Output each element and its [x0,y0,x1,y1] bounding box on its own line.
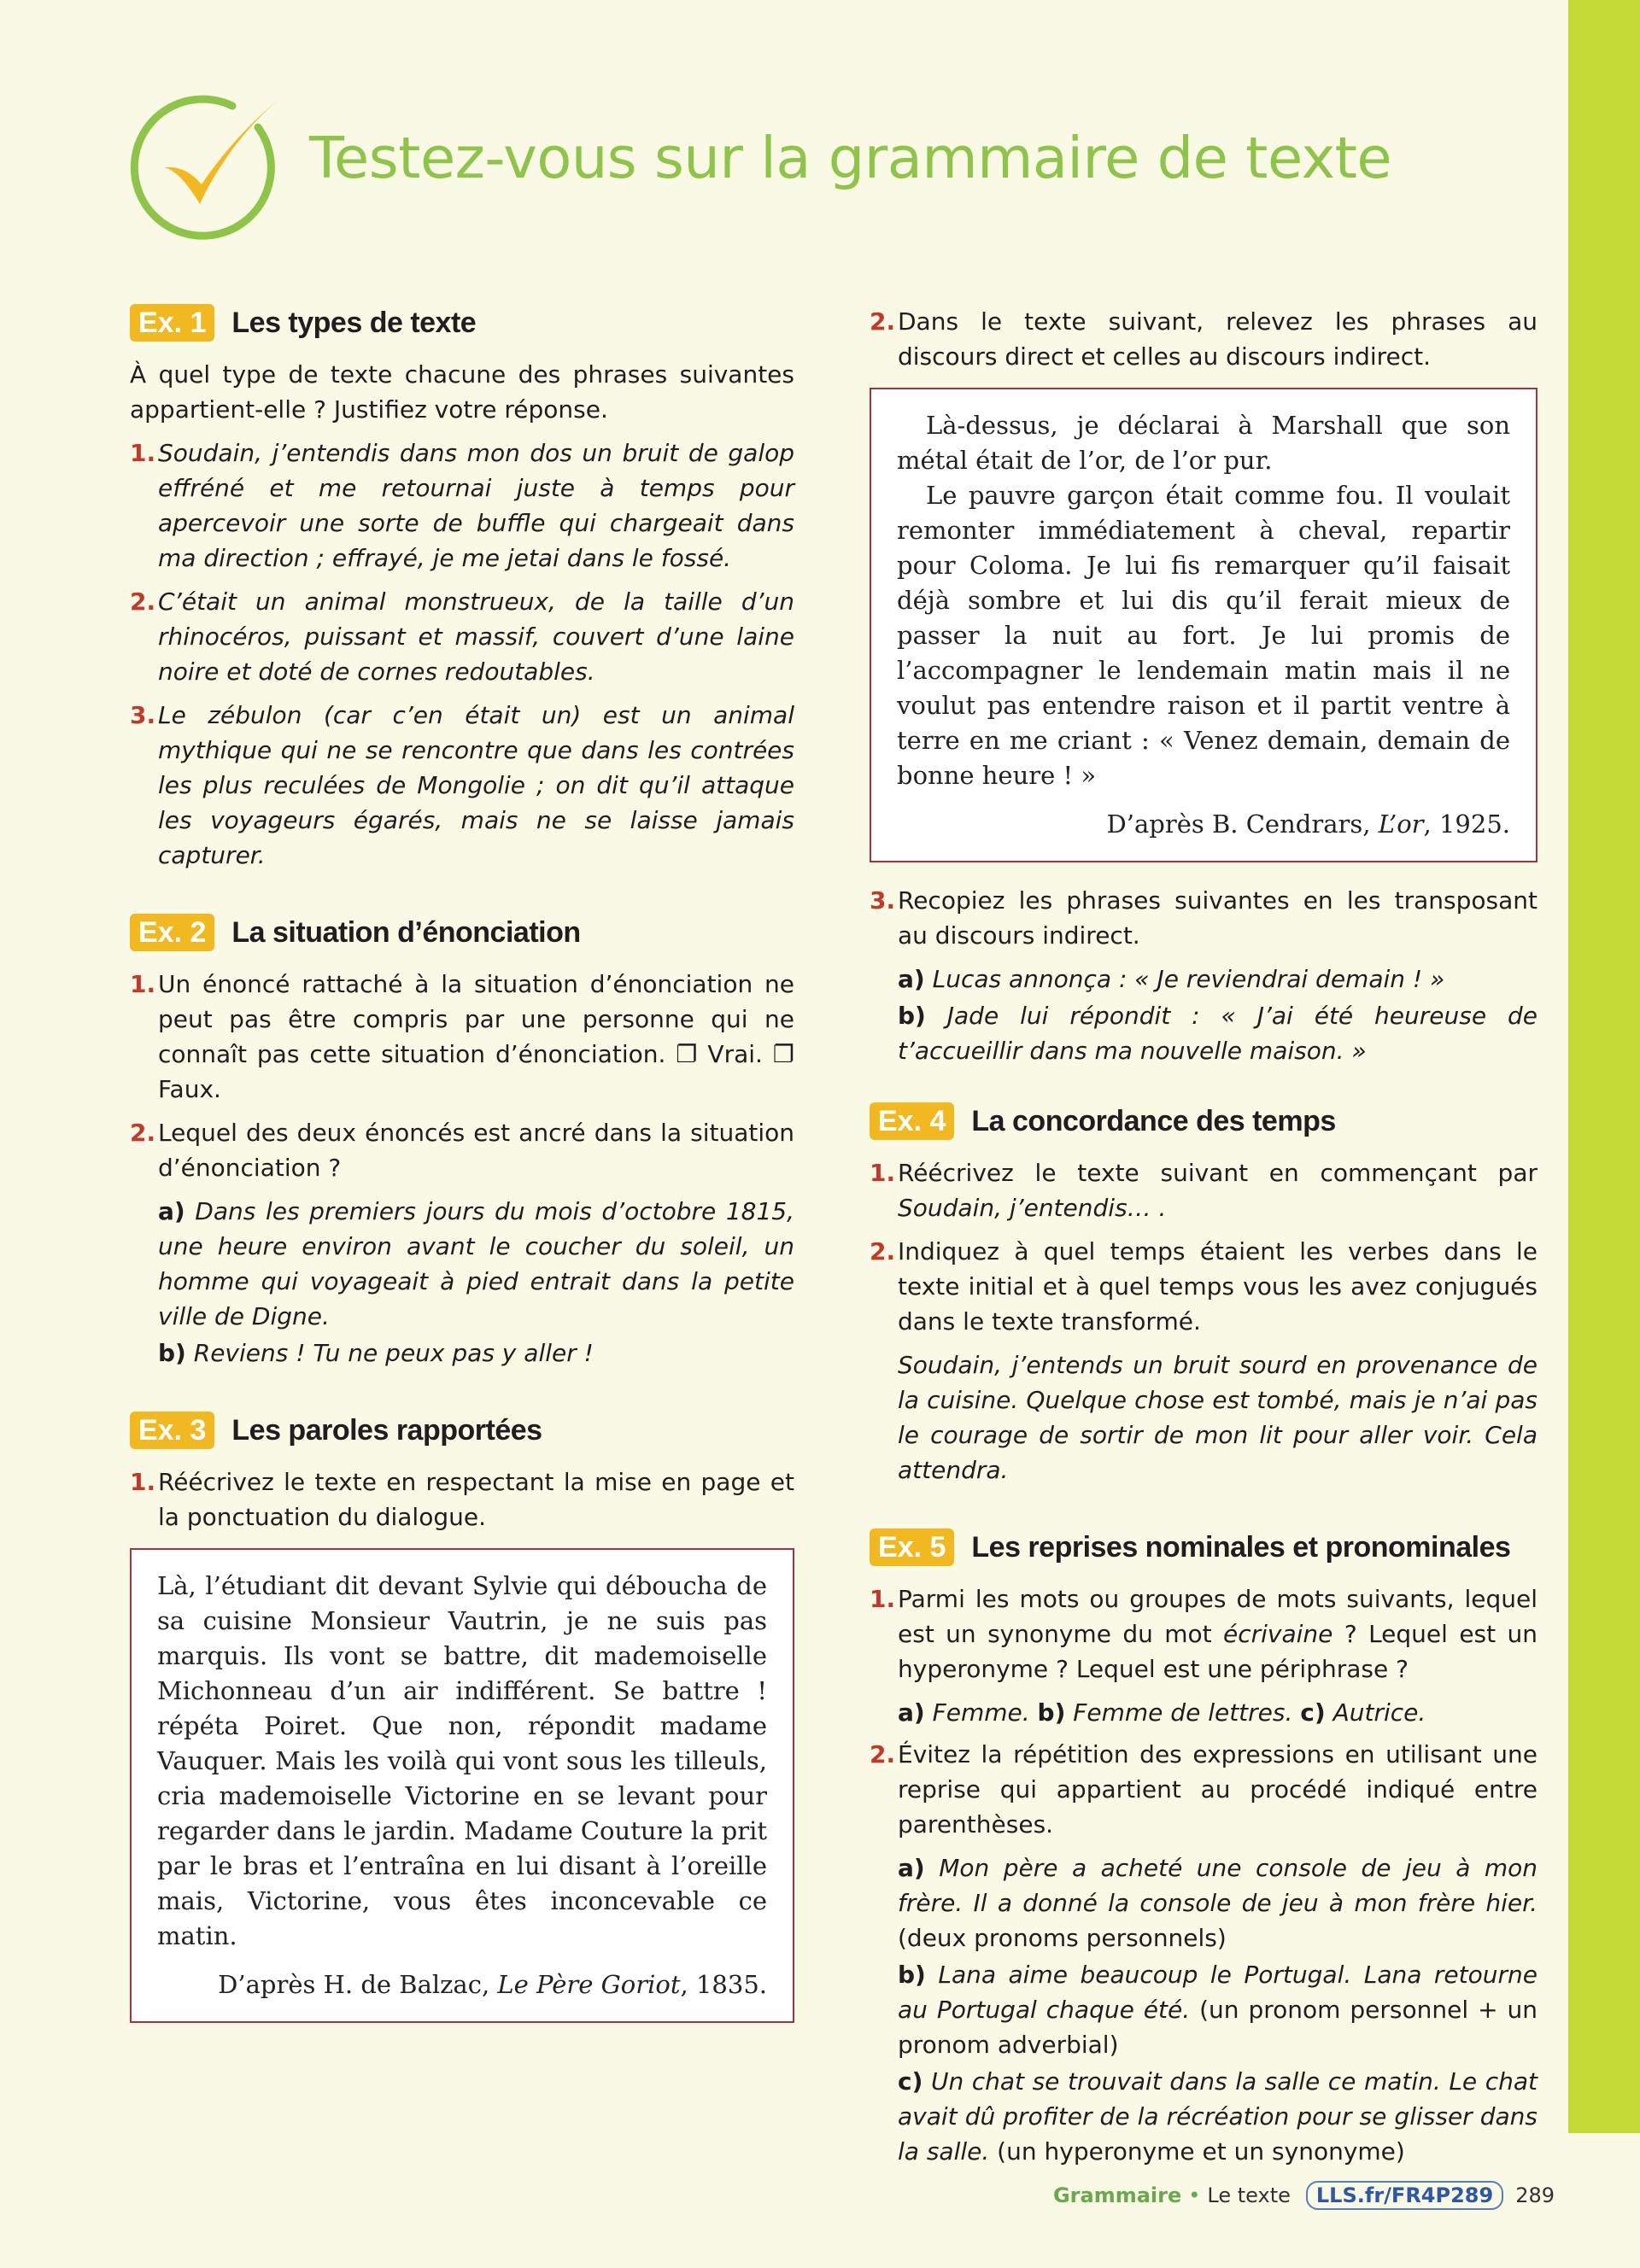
question-item: 2. Dans le texte suivant, relevez les phrases au discours direct et celles au discours indirect. [870,307,1538,371]
page-title: Testez-vous sur la grammaire de texte [309,125,1392,191]
check-circle-icon [130,89,284,243]
footer-topic: Le texte [1207,2183,1291,2207]
exercise-title: La concordance des temps [971,1104,1336,1137]
exercise-badge: Ex. 5 [870,1529,954,1566]
question-item: 1. Un énoncé rattaché à la situation d’énonciation ne peut pas être compris par une personne qui ne connaît pas cette situation d’énonciation. ❐ Vrai. ❐ Faux. [130,970,794,1103]
question-item: 1. Réécrivez le texte suivant en commençant par Soudain, j’entendis… . [870,1159,1538,1222]
quote-source: D’après B. Cendrars, L’or, 1925. [1106,810,1510,839]
exercise-4 [870,1102,1538,1488]
footer-separator: • [1188,2183,1201,2207]
quote-source: D’après H. de Balzac, Le Père Goriot, 1835. [218,1970,767,1999]
footer-section: Grammaire [1052,2183,1182,2207]
question-item: 1. Soudain, j’entendis dans mon dos un bruit de galop effréné et me retournai juste à temps pour apercevoir une sorte de buffle qui chargeait dans ma direction ; effrayé, je me jetai dans le fossé. [130,439,794,572]
quote-text: Le pauvre garçon était comme fou. Il voulait remonter immédiatement à cheval, repartir pour Coloma. Je lui fis remarquer qu’il faisait déjà sombre et lui dis qu’il ferait mieux de passer la nuit au fort. Je lui promis de l’accompagner le lendemain matin mais il ne voulut pas entendre raison et il partit ventre à terre en me criant : « Venez demain, demain de bonne heure ! » [897,481,1510,790]
page-number: 289 [1515,2183,1555,2207]
resource-link[interactable]: LLS.fr/FR4P289 [1306,2181,1503,2210]
page-footer [1053,2181,1555,2210]
exercise-5 [870,1529,1538,2169]
exercise-1 [130,304,794,873]
exercise-3 [130,1412,794,2023]
exercise-badge: Ex. 2 [130,914,214,951]
exercise-title: Les types de texte [231,306,477,339]
question-item: 2. Lequel des deux énoncés est ancré dans la situation d’énonciation ? [130,1119,794,1182]
choices-line: a) Femme. b) Femme de lettres. c) Autrice. [898,1698,1426,1727]
right-column [870,304,1538,2210]
question-item: 2. C’était un animal monstrueux, de la taille d’un rhinocéros, puissant et massif, couvert d’une laine noire et doté de cornes redoutables. [130,587,794,686]
sub-item: a) Dans les premiers jours du mois d’octobre 1815, une heure environ avant le coucher du soleil, un homme qui voyageait à pied entrait dans la petite ville de Digne. [158,1197,794,1330]
sub-item: a) Lucas annonça : « Je reviendrai demain ! » [898,965,1445,993]
sub-item: b) Jade lui répondit : « J’ai été heureuse de t’accueillir dans ma nouvelle maison. » [898,1002,1538,1065]
question-item: 1. Réécrivez le texte en respectant la mise en page et la ponctuation du dialogue. [130,1468,794,1531]
exercise-2 [130,914,794,1371]
exercise-3-continued [870,304,1538,1068]
quote-box [870,388,1538,862]
extract-text: Soudain, j’entends un bruit sourd en provenance de la cuisine. Quelque chose est tombé, mais je n’ai pas le courage de sortir de mon lit pour aller voir. Cela attendra. [898,1351,1538,1484]
question-item: 3. Recopiez les phrases suivantes en les transposant au discours indirect. [870,886,1538,950]
exercise-title: La situation d’énonciation [231,915,581,949]
sub-item: b) Reviens ! Tu ne peux pas y aller ! [158,1339,594,1367]
question-item: 2. Indiquez à quel temps étaient les verbes dans le texte initial et à quel temps vous les avez conjugués dans le texte transformé. [870,1237,1538,1336]
exercise-badge: Ex. 3 [130,1412,214,1449]
question-item: 1. Parmi les mots ou groupes de mots suivants, lequel est un synonyme du mot écrivaine ? Lequel est un hyperonyme ? Lequel est une périphrase ? [870,1585,1538,1683]
sidebar-band [1568,0,1640,2133]
exercise-title: Les paroles rapportées [231,1413,542,1447]
exercise-badge: Ex. 1 [130,304,214,342]
question-item: 3. Le zébulon (car c’en était un) est un animal mythique qui ne se rencontre que dans les contrées les plus reculées de Mongolie ; on dit qu’il attaque les voyageurs égarés, mais ne se laisse jamais capturer. [130,701,794,869]
page-header [130,89,1411,243]
quote-text: Là-dessus, je déclarai à Marshall que son métal était de l’or, de l’or pur. [897,411,1510,475]
exercise-instruction: À quel type de texte chacune des phrases suivantes appartient-elle ? Justifiez votre réponse. [130,360,794,424]
exercise-badge: Ex. 4 [870,1102,954,1140]
left-column [130,304,794,2064]
exercise-title: Les reprises nominales et pronominales [971,1530,1511,1564]
quote-text: Là, l’étudiant dit devant Sylvie qui déboucha de sa cuisine Monsieur Vautrin, je ne suis pas marquis. Ils vont se battre, dit mademoiselle Michonneau d’un air indifférent. Se battre ! répéta Poiret. Que non, répondit madame Vauquer. Mais les voilà qui vont sous les tilleuls, cria mademoiselle Victorine en se levant pour regarder dans le jardin. Madame Couture la prit par le bras et l’entraîna en lui disant à l’oreille mais, Victorine, vous êtes inconcevable ce matin. [157,1571,767,1950]
quote-box [130,1548,794,2023]
question-item: 2. Évitez la répétition des expressions en utilisant une reprise qui appartient au procédé indiqué entre parenthèses. [870,1740,1538,1838]
sub-item: b) Lana aime beaucoup le Portugal. Lana retourne au Portugal chaque été. (un pronom personnel + un pronom adverbial) [898,1961,1538,2059]
sub-item: c) Un chat se trouvait dans la salle ce matin. Le chat avait dû profiter de la récréation pour se glisser dans la salle. (un hyperonyme et un synonyme) [898,2067,1538,2166]
sub-item: a) Mon père a acheté une console de jeu à mon frère. Il a donné la console de jeu à mon frère hier. (deux pronoms personnels) [898,1854,1538,1952]
